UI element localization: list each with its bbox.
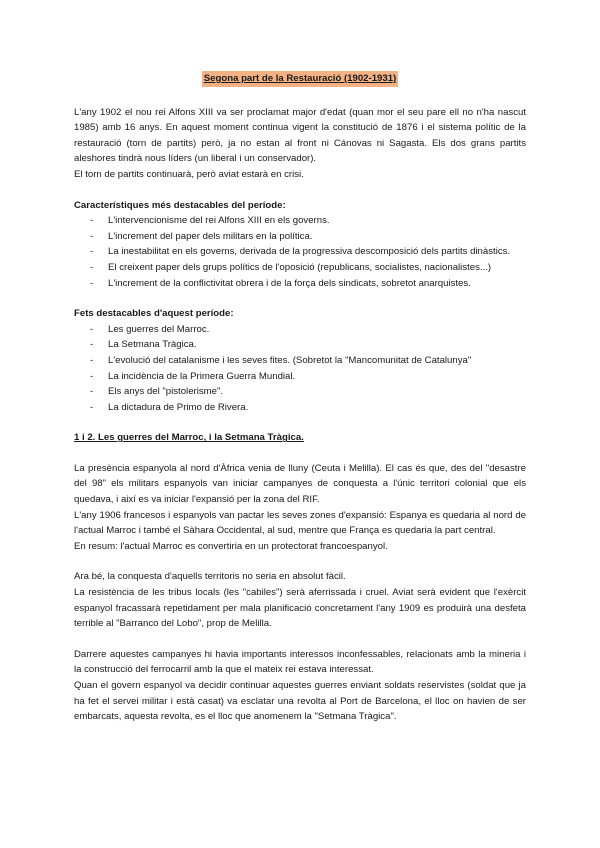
spacer — [74, 446, 526, 461]
list-item: - L'increment de la conflictivitat obrera i de la força dels sindicats, sobretot anarquistes. — [90, 276, 526, 292]
intro-paragraph: L'any 1902 el nou rei Alfons XIII va ser proclamat major d'edat (quan mor el seu pare ell no n'ha nascut 1985) amb 16 anys. En aquest moment continua vigent la constitució de 1876 i el sistema polític de la restauració (torn de partits) però, ja no estan al front ni Cánovas ni Sagasta. Els dos grans partits aleshores tindrà nous líders (un liberal i un conservador). — [74, 106, 526, 165]
body-paragraph: Darrere aquestes campanyes hi havia importants interessos inconfessables, relacionats amb la mineria i la construcció del ferrocarril amb la que el mateix rei estava interessat. — [74, 648, 526, 676]
spacer — [74, 632, 526, 647]
characteristics-heading: Característiques més destacables del període: — [74, 199, 286, 211]
section-heading: 1 i 2. Les guerres del Marroc, i la Setmana Tràgica. — [74, 432, 304, 444]
list-item: - Les guerres del Marroc. — [90, 322, 526, 338]
document-title: Segona part de la Restauració (1902-1931) — [202, 71, 399, 87]
list-item: - L'intervencionisme del rei Alfons XIII en els governs. — [90, 213, 526, 229]
events-heading: Fets destacables d'aquest període: — [74, 308, 234, 320]
list-item: - La Setmana Tràgica. — [90, 337, 526, 353]
characteristics-list — [74, 213, 526, 291]
list-item: - La incidència de la Primera Guerra Mundial. — [90, 369, 526, 385]
list-item: - L'evolució del catalanisme i les seves fites. (Sobretot la "Mancomunitat de Catalunya" — [90, 353, 526, 369]
events-list — [74, 322, 526, 416]
list-item: - La dictadura de Primo de Rivera. — [90, 400, 526, 416]
body-paragraph: La presència espanyola al nord d'Àfrica venia de lluny (Ceuta i Melilla). El cas és que, des del "desastre del 98" els militars espanyols van iniciar campanyes de conquesta a l'únic territori colonial que els quedava, i així es va iniciar l'expansió per la zona del RIF. — [74, 462, 526, 506]
title-wrapper — [74, 71, 526, 87]
spacer — [74, 554, 526, 569]
list-item: - L'increment del paper dels militars en la política. — [90, 229, 526, 245]
list-item: - El creixent paper dels grups polítics de l'oposició (republicans, socialistes, nacionalistes...) — [90, 260, 526, 276]
spacer — [74, 291, 526, 306]
spacer — [74, 415, 526, 430]
spacer — [74, 183, 526, 198]
body-paragraph: En resum: l'actual Marroc es convertiria en un protectorat francoespanyol. — [74, 540, 388, 552]
intro-paragraph: El torn de partits continuarà, però aviat estarà en crisi. — [74, 168, 304, 180]
body-paragraph: Quan el govern espanyol va decidir continuar aquestes guerres enviant soldats reservistes (soldat que ja ha fet el servei militar i està casat) va esclatar una revolta al Port de Barcelona, el lloc on havien de ser embarcats, aquesta revolta, es el lloc que anomenem la "Setmana Tràgica". — [74, 680, 526, 723]
body-paragraph: Ara bé, la conquesta d'aquells territoris no seria en absolut fàcil. — [74, 571, 346, 583]
list-item: - Els anys del "pistolerisme". — [90, 384, 526, 400]
list-item: - La inestabilitat en els governs, derivada de la progressiva descomposició dels partits dinàstics. — [90, 244, 526, 260]
body-paragraph: L'any 1906 francesos i espanyols van pactar les seves zones d'expansió: Espanya es quedaria al nord de l'actual Marroc i també el Sàhara Occidental, al sud, mentre que França es quedaria la part central. — [74, 509, 526, 537]
body-paragraph: La resistència de les tribus locals (les "cabiles") serà aferrissada i cruel. Aviat serà evident que l'exèrcit espanyol fracassarà repetidament per mala planificació concretament l'any 1909 es produirà una desfeta terrible al "Barranco del Lobo", prop de Melilla. — [74, 587, 526, 630]
